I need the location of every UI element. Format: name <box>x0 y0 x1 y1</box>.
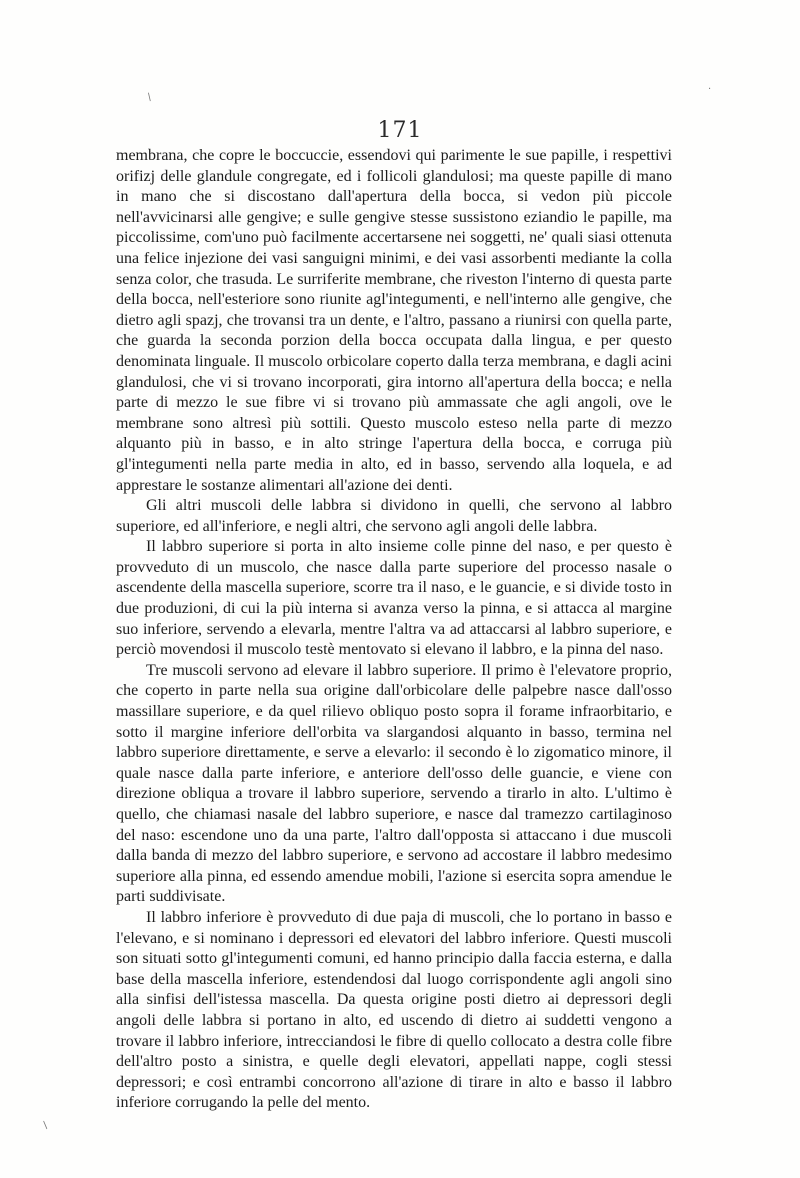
page-speck: · <box>708 84 712 95</box>
page-speck: / <box>40 1120 51 1131</box>
body-text <box>116 146 672 1114</box>
page-speck: / <box>145 91 154 104</box>
paragraph-1: membrana, che copre le boccuccie, essendovi qui parimente le sue papille, i respettivi orifizj delle glandule congregate, ed i follicoli glandulosi; ma queste papille di mano in mano che si discostano dall'apertura della bocca, si vedon più piccole nell'avvicinarsi alle gengive; e sulle gengive stesse sussistono eziandio le papille, ma piccolissime, com'uno può facilmente accertarsene nei soggetti, ne' quali siasi ottenuta una felice injezione dei vasi sanguigni minimi, e dei vasi assorbenti mediante la colla senza color, che trasuda. Le surriferite membrane, che riveston l'interno di questa parte della bocca, nell'esteriore sono riunite agl'integumenti, e nell'interno alle gengive, che dietro agli spazj, che trovansi tra un dente, e l'altro, passano a riunirsi con quella parte, che guarda la seconda porzion della bocca occupata dalla lingua, e per questo denominata linguale. Il muscolo orbicolare coperto dalla terza membrana, e dagli acini glandulosi, che vi si trovano incorporati, gira intorno all'apertura della bocca; e nella parte di mezzo le sue fibre vi si trovano più ammassate che agli angoli, ove le membrane sono altresì più sottili. Questo muscolo esteso nella parte di mezzo alquanto più in basso, e in alto stringe l'apertura della bocca, e corruga più gl'integumenti nella parte media in alto, ed in basso, servendo alla loquela, e ad apprestare le sostanze alimentari all'azione dei denti. <box>116 147 672 494</box>
paragraph-3: Il labbro superiore si porta in alto insieme colle pinne del naso, e per questo è provveduto di un muscolo, che nasce dalla parte superiore del processo nasale o ascendente della mascella superiore, scorre tra il naso, e le guancie, e si divide tosto in due produzioni, di cui la più interna si avanza verso la pinna, e si attacca al margine suo inferiore, servendo a elevarla, mentre l'altra va ad attaccarsi al labbro superiore, e perciò movendosi il muscolo testè mentovato si elevano il labbro, e la pinna del naso. <box>116 538 672 659</box>
paragraph-5: Il labbro inferiore è provveduto di due paja di muscoli, che lo portano in basso e l'elevano, e si nominano i depressori ed elevatori del labbro inferiore. Questi muscoli son situati sotto gl'integumenti comuni, ed hanno principio dalla faccia esterna, e dalla base della mascella inferiore, estendendosi dal luogo corrispondente agli angoli sino alla sinfisi dell'istessa mascella. Da questa origine posti dietro ai depressori degli angoli delle labbra si portano in alto, ed uscendo di dietro ai suddetti vengono a trovare il labbro inferiore, intrecciandosi le fibre di quello collocato a destra colle fibre dell'altro posto a sinistra, e quelle degli elevatori, appellati nappe, cogli stessi depressori; e così entrambi concorrono all'azione di tirare in alto e basso il labbro inferiore corrugando la pelle del mento. <box>116 908 672 1112</box>
paragraph-4: Tre muscoli servono ad elevare il labbro superiore. Il primo è l'elevatore proprio, che coperto in parte nella sua origine dall'orbicolare delle palpebre nasce dall'osso massillare superiore, e da quel rilievo obliquo posto sopra il forame infraorbitario, e sotto il margine inferiore dell'orbita va slargandosi alquanto in basso, termina nel labbro superiore direttamente, e serve a elevarlo: il secondo è lo zigomatico minore, il quale nasce dalla parte inferiore, e anteriore dell'osso delle guancie, e viene con direzione obliqua a trovare il labbro superiore, servendo a tirarlo in alto. L'ultimo è quello, che chiamasi nasale del labbro superiore, e nasce dal tramezzo cartilaginoso del naso: escendone uno da una parte, l'altro dall'opposta si attaccano i due muscoli dalla banda di mezzo del labbro superiore, e servono ad accostare il labbro medesimo superiore alla pinna, ed essendo amendue mobili, l'azione si esercita sopra amendue le parti suddivisate. <box>116 661 672 906</box>
paragraph-2: Gli altri muscoli delle labbra si dividono in quelli, che servono al labbro superiore, ed all'inferiore, e negli altri, che servono agli angoli delle labbra. <box>116 497 672 535</box>
page-number: 171 <box>377 118 423 143</box>
